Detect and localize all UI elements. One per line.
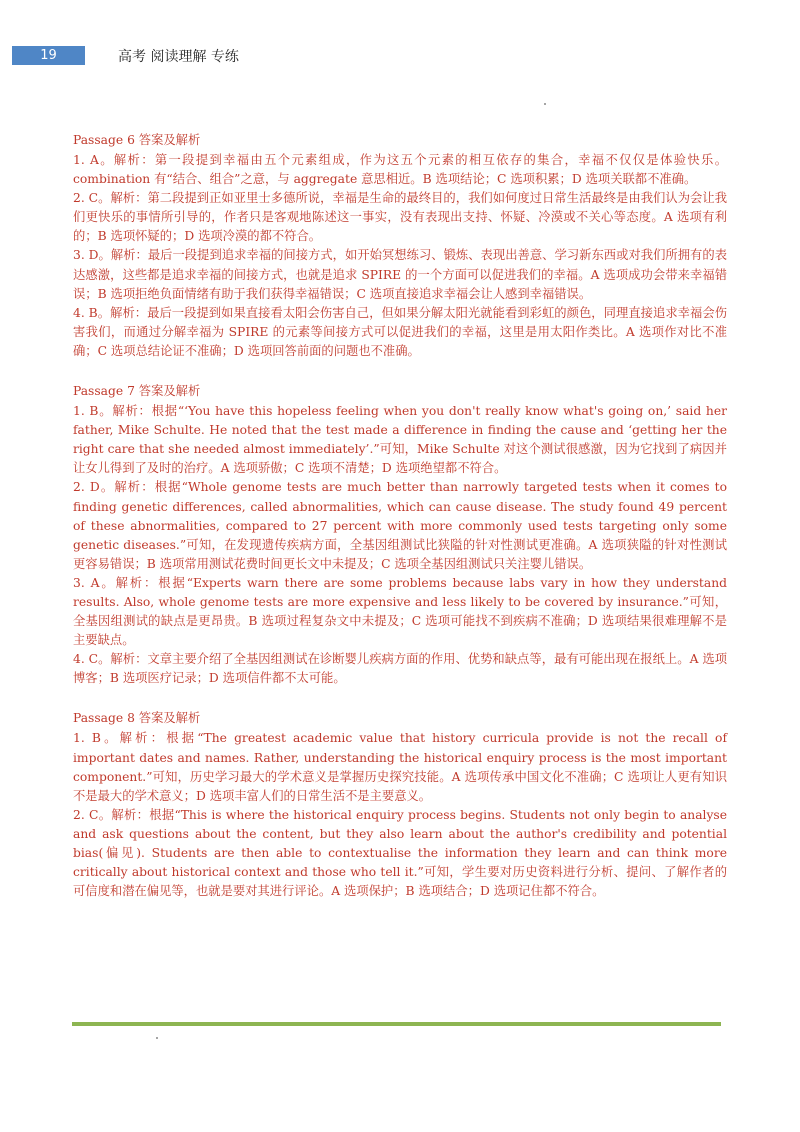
answer-item: 4. B。解析：最后一段提到如果直接看太阳会伤害自己，但如果分解太阳光就能看到彩虹的颜色，同理直接追求幸福会伤害我们，而通过分解幸福为 SPIRE 的元素等间接方式可以促进我们的幸福，这里是用太阳作类比。A 选项作对比不准确；C 选项总结论证不准确；D 选项回答前面的问题也不准确。 — [73, 305, 727, 358]
answer-content — [73, 130, 727, 921]
section-heading: Passage 8 答案及解析 — [73, 711, 201, 726]
section-heading: Passage 7 答案及解析 — [73, 384, 201, 399]
answer-item: 3. A。解析：根据“Experts warn there are some problems because labs vary in how they understand results. Also, whole genome tests are more expensive and less likely to be covered by insurance.”可知，全基因组测试的缺点是更昂贵。B 选项过程复杂文中未提及；C 选项可能找不到疾病不准确；D 选项结果很难理解不是主要缺点。 — [73, 575, 727, 648]
answer-item: 1. B。解析：根据“The greatest academic value that history curricula provide is not the recall of important dates and names. Rather, understanding the historical enquiry process is the most important component.”可知，历史学习最大的学术意义是掌握历史探究技能。A 选项传承中国文化不准确；C 选项让人更有知识不是最大的学术意义；D 选项丰富人们的日常生活不是主要意义。 — [73, 731, 727, 803]
answer-item: 2. C。解析：第二段提到正如亚里士多德所说，幸福是生命的最终目的，我们如何度过日常生活最终是由我们认为会让我们更快乐的事情所引导的，作者只是客观地陈述这一事实，没有表现出支持、怀疑、冷漠或不关心等态度。A 选项有利的；B 选项怀疑的；D 选项冷漠的都不符合。 — [73, 191, 727, 244]
answer-item: 1. B。解析：根据“‘You have this hopeless feeling when you don't really know what's going on,’ said her father, Mike Schulte. He noted that the test made a difference in finding the cause and ‘getting her the right care that she needed almost immediately’.”可知，Mike Schulte 对这个测试很感激，因为它找到了病因并让女儿得到了及时的治疗。A 选项骄傲；C 选项不清楚；D 选项绝望都不符合。 — [73, 404, 727, 476]
decorative-dot — [544, 103, 546, 105]
answer-item: 2. C。解析：根据“This is where the historical enquiry process begins. Students not only begin to analyse and ask questions about the content, but they also learn about the author's credibility and potential bias(偏见). Students are then able to contextualise the information they learn and can think more critically about historical context and those who tell it.”可知，学生要对历史资料进行分析、提问、了解作者的可信度和潜在偏见等，也就是要对其进行评论。A 选项保护；B 选项结合；D 选项记住都不符合。 — [73, 807, 727, 899]
answer-item: 1. A。解析：第一段提到幸福由五个元素组成，作为这五个元素的相互依存的集合，幸福不仅仅是体验快乐。combination 有“结合、组合”之意，与 aggregate 意思相近。B 选项结论；C 选项积累；D 选项关联都不准确。 — [73, 153, 727, 187]
passage-section — [73, 708, 727, 901]
answer-item: 2. D。解析：根据“Whole genome tests are much better than narrowly targeted tests when it comes to finding genetic differences, called abnormalities, which can cause disease. The study found 49 percent of these abnormalities, compared to 27 percent with more commonly used tests targeting only some genetic diseases.”可知，在发现遗传疾病方面，全基因组测试比狭隘的针对性测试更准确。A 选项狭隘的针对性测试更容易错误；B 选项常用测试花费时间更长文中未提及；C 选项全基因组测试只关注婴儿错误。 — [73, 480, 727, 571]
answer-item: 4. C。解析：文章主要介绍了全基因组测试在诊断婴儿疾病方面的作用、优势和缺点等，最有可能出现在报纸上。A 选项博客；B 选项医疗记录；D 选项信件都不太可能。 — [73, 652, 727, 686]
decorative-dot — [156, 1037, 158, 1039]
passage-section — [73, 381, 727, 688]
page-number-badge — [12, 46, 85, 65]
page-number: 19 — [40, 48, 57, 63]
page-title: 高考 阅读理解 专练 — [118, 49, 239, 65]
answer-item: 3. D。解析：最后一段提到追求幸福的间接方式，如开始冥想练习、锻炼、表现出善意、学习新东西或对我们所拥有的表达感激，这些都是追求幸福的间接方式，也就是追求 SPIRE 的一个方面可以促进我们的幸福。A 选项成功会带来幸福错误；B 选项拒绝负面情绪有助于我们获得幸福错误；C 选项直接追求幸福会让人感到幸福错误。 — [73, 248, 727, 301]
footer-divider — [72, 1022, 721, 1026]
passage-section — [73, 130, 727, 361]
section-heading: Passage 6 答案及解析 — [73, 133, 201, 147]
